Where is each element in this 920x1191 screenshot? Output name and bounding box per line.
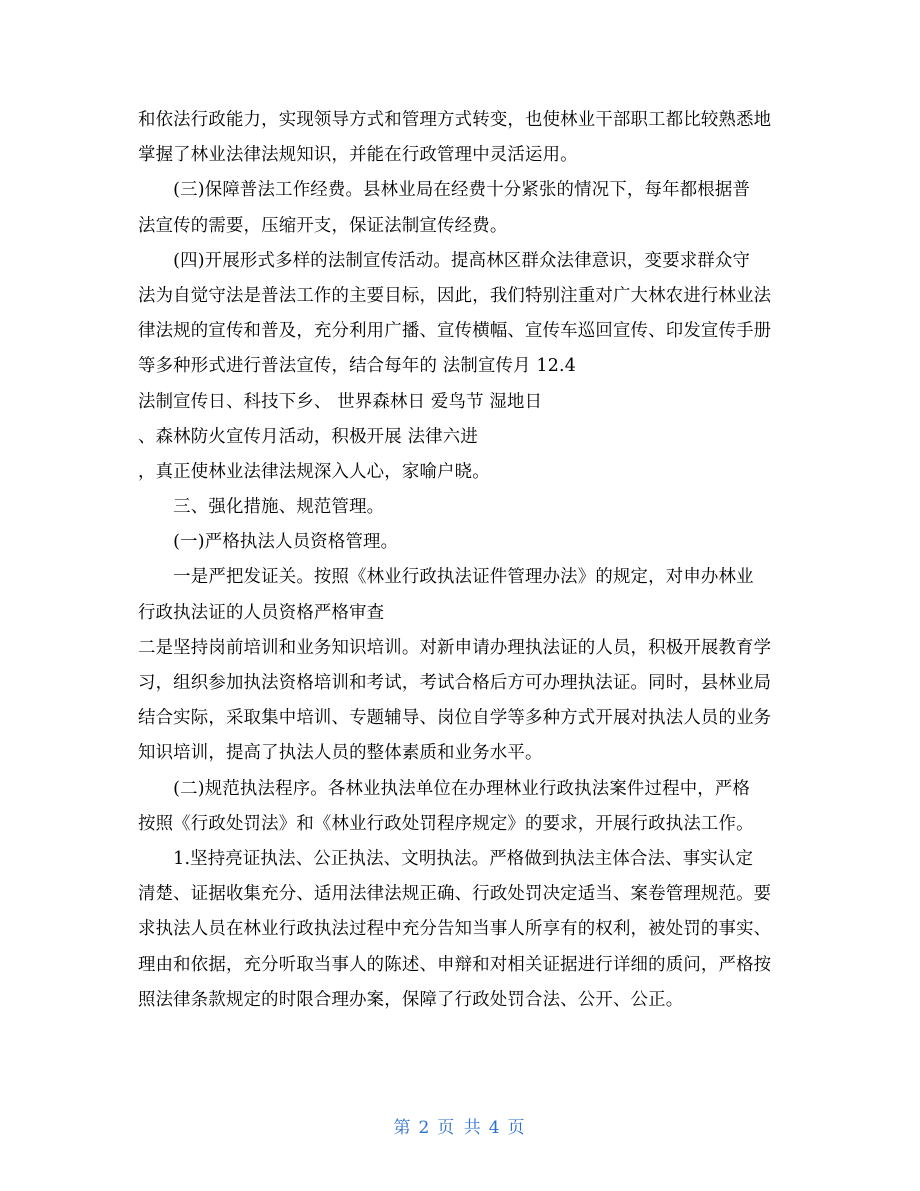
text-line: 照法律条款规定的时限合理办案，保障了行政处罚合法、公开、公正。 [138, 989, 684, 1010]
text-line: 法宣传的需要，压缩开支，保证法制宣传经费。 [138, 215, 508, 236]
footer-total-pages: 4 [488, 1118, 502, 1138]
text-line: 结合实际，采取集中培训、专题辅导、岗位自学等多种方式开展对执法人员的业务 [138, 708, 772, 729]
text-line: 二是坚持岗前培训和业务知识培训。对新申请办理执法证的人员，积极开展教育学 [138, 637, 772, 658]
text-line: (三)保障普法工作经费。县林业局在经费十分紧张的情况下，每年都根据普 [138, 180, 751, 201]
text-line: 律法规的宣传和普及，充分利用广播、宣传横幅、宣传车巡回宣传、印发宣传手册 [138, 321, 772, 342]
text-line: 掌握了林业法律法规知识，并能在行政管理中灵活运用。 [138, 145, 578, 166]
footer-page-number: 2 [418, 1118, 432, 1138]
text-line: 、森林防火宣传月活动，积极开展 法律六进 [138, 426, 478, 447]
text-line: 法为自觉守法是普法工作的主要目标，因此，我们特别注重对广大林农进行林业法 [138, 285, 772, 306]
text-line: 按照《行政处罚法》和《林业行政处罚程序规定》的要求，开展行政执法工作。 [138, 813, 754, 834]
text-line: 习，组织参加执法资格培训和考试，考试合格后方可办理执法证。同时，县林业局 [138, 673, 772, 693]
text-line: 行政执法证的人员资格严格审查 [138, 602, 385, 623]
section-heading: 三、强化措施、规范管理。 [138, 497, 385, 518]
document-body [138, 103, 788, 1018]
text-line: 求执法人员在林业行政执法过程中充分告知当事人所享有的权利，被处罚的事实、 [138, 919, 772, 940]
subsection-heading: (一)严格执法人员资格管理。 [138, 532, 399, 553]
text-line: ，真正使林业法律法规深入人心，家喻户晓。 [138, 461, 490, 482]
text-line: 理由和依据，充分听取当事人的陈述、申辩和对相关证据进行详细的质问，严格按 [138, 954, 772, 975]
text-line: 一是严把发证关。按照《林业行政执法证件管理办法》的规定，对申办林业 [138, 567, 754, 588]
footer-prefix: 第 [393, 1118, 413, 1138]
text-line: (二)规范执法程序。各林业执法单位在办理林业行政执法案件过程中，严格 [138, 778, 751, 799]
footer-middle: 页 共 [437, 1118, 483, 1138]
text-line: 和依法行政能力，实现领导方式和管理方式转变，也使林业干部职工都比较熟悉地 [138, 110, 772, 130]
page-footer [0, 1113, 920, 1138]
text-line: 知识培训，提高了执法人员的整体素质和业务水平。 [138, 743, 543, 764]
text-line: 清楚、证据收集充分、适用法律法规正确、行政处罚决定适当、案卷管理规范。要 [138, 884, 772, 905]
text-line: 1.坚持亮证执法、公正执法、文明执法。严格做到执法主体合法、事实认定 [138, 848, 754, 869]
text-line: (四)开展形式多样的法制宣传活动。提高林区群众法律意识，变要求群众守 [138, 250, 751, 271]
footer-suffix: 页 [507, 1118, 527, 1138]
text-line: 等多种形式进行普法宣传，结合每年的 法制宣传月 12.4 [138, 356, 576, 377]
text-line: 法制宣传日、科技下乡、 世界森林日 爱鸟节 湿地日 [138, 391, 543, 412]
